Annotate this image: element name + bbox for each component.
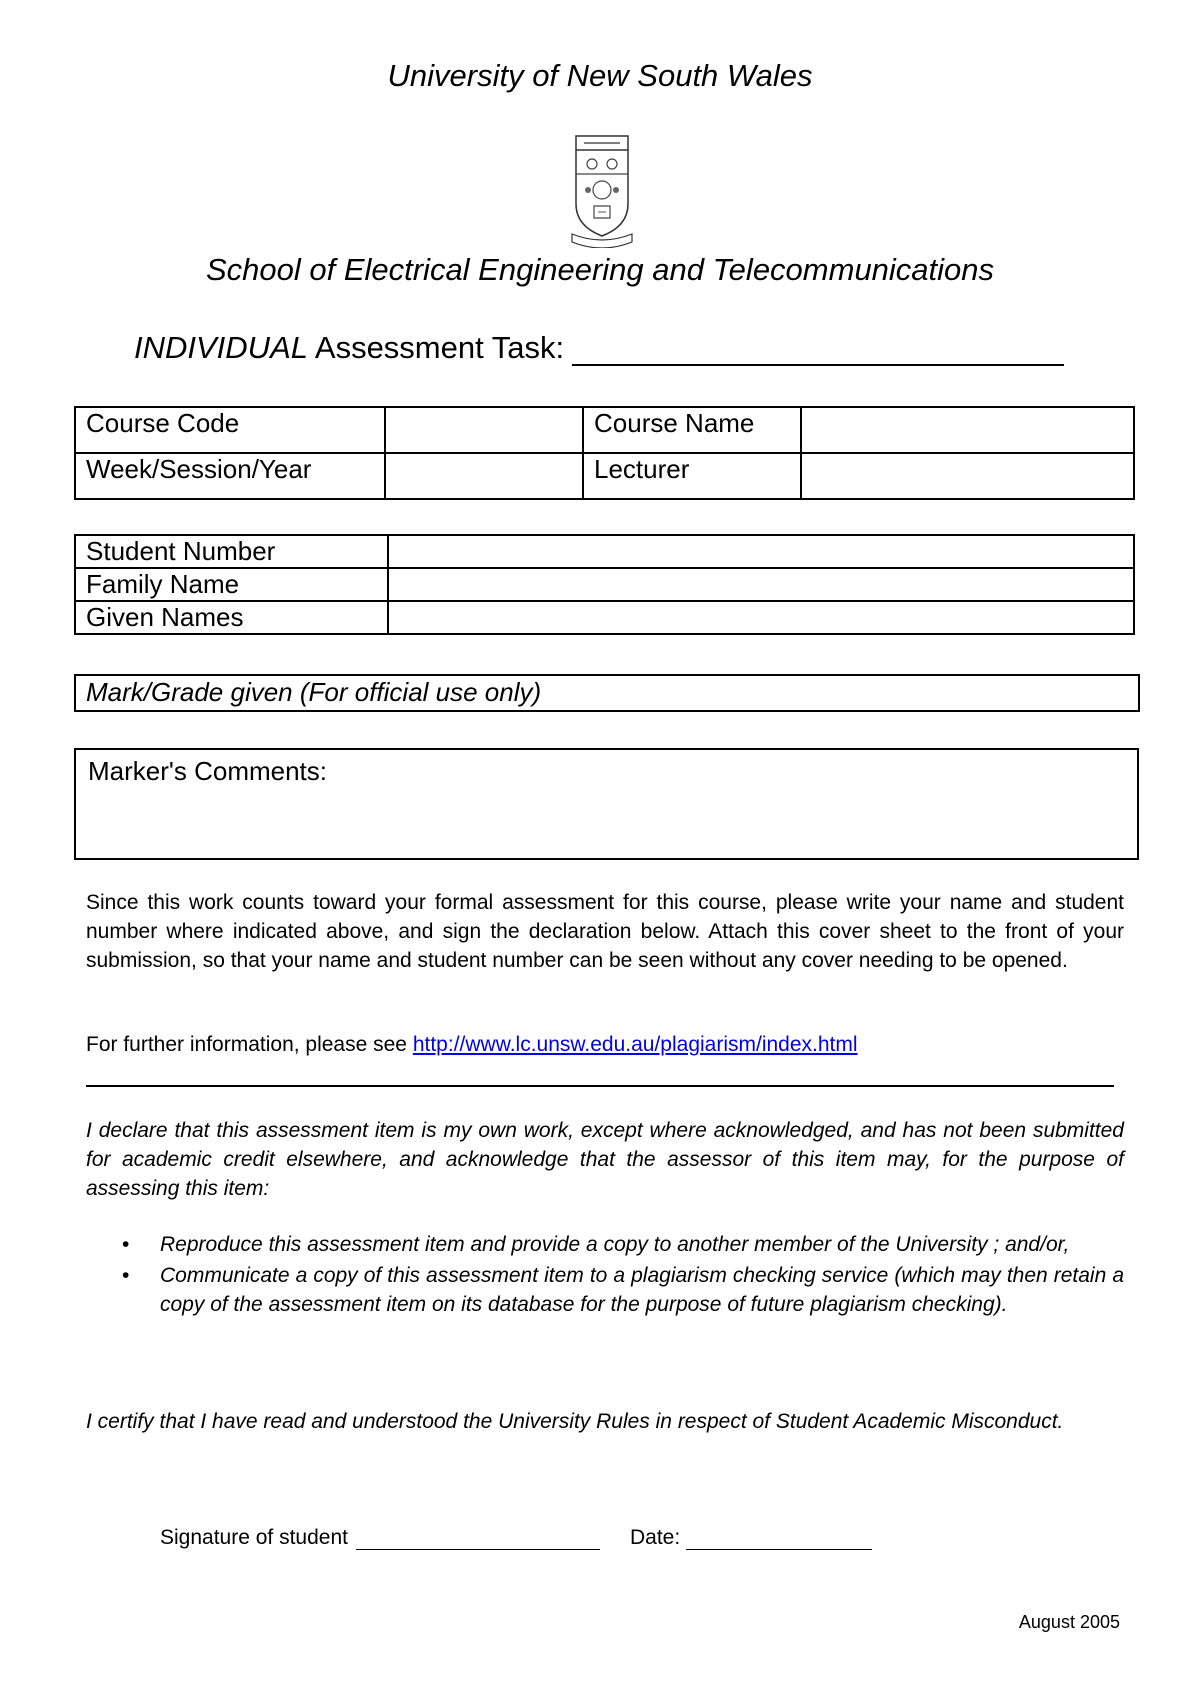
instructions-paragraph: Since this work counts toward your formal assessment for this course, please write your name and student number where indicated above, and sign the declaration below. Attach this cover sheet to the front of your submission, so that your name and student number can be seen without any cover needing to be opened.	[86, 891, 1124, 972]
plagiarism-link[interactable]: http://www.lc.unsw.edu.au/plagiarism/index.html	[412, 1033, 858, 1056]
week-session-year-field[interactable]	[385, 453, 583, 499]
student-details-table	[74, 534, 1135, 635]
table-row	[75, 407, 1134, 453]
task-individual-label: INDIVIDUAL	[134, 330, 308, 365]
list-item	[86, 1261, 1124, 1319]
date-label: Date:	[629, 1526, 681, 1549]
student-number-label: Student Number	[75, 535, 388, 568]
lecturer-label: Lecturer	[583, 453, 801, 499]
university-crest-icon	[570, 134, 634, 248]
certify-paragraph: I certify that I have read and understood the University Rules in respect of Student Academic Misconduct.	[86, 1410, 1064, 1433]
course-name-label: Course Name	[583, 407, 801, 453]
university-title: University of New South Wales	[387, 58, 813, 93]
bullet-icon: •	[122, 1233, 130, 1256]
task-label: Assessment Task:	[307, 330, 565, 365]
course-code-field[interactable]	[385, 407, 583, 453]
course-code-label: Course Code	[75, 407, 385, 453]
table-row	[75, 601, 1134, 634]
given-names-label: Given Names	[75, 601, 388, 634]
course-name-field[interactable]	[801, 407, 1134, 453]
signature-line	[160, 1526, 872, 1550]
declaration-bullets	[86, 1230, 1124, 1321]
declaration-paragraph: I declare that this assessment item is my own work, except where acknowledged, and has not been submitted for academic credit elsewhere, and acknowledge that the assessor of this item may, for the purpose of assessing this item:	[86, 1119, 1124, 1200]
list-item	[86, 1230, 1124, 1259]
mark-grade-box: Mark/Grade given (For official use only)	[74, 674, 1140, 712]
table-row	[75, 568, 1134, 601]
table-row	[75, 535, 1134, 568]
lecturer-field[interactable]	[801, 453, 1134, 499]
signature-field[interactable]	[356, 1527, 600, 1550]
assessment-task-line	[134, 330, 1064, 366]
bullet-icon: •	[122, 1264, 130, 1287]
school-title: School of Electrical Engineering and Telecommunications	[205, 252, 995, 287]
footer-date: August 2005	[1018, 1612, 1120, 1632]
further-info-text: For further information, please see	[86, 1033, 413, 1056]
markers-comments-label: Marker's Comments:	[88, 756, 328, 786]
given-names-field[interactable]	[388, 601, 1134, 634]
family-name-field[interactable]	[388, 568, 1134, 601]
family-name-label: Family Name	[75, 568, 388, 601]
signature-label: Signature of student	[160, 1526, 348, 1549]
further-info-paragraph	[86, 1030, 1124, 1059]
course-details-table	[74, 406, 1135, 500]
bullet-text: Communicate a copy of this assessment item to a plagiarism checking service (which may then retain a copy of the assessment item on its database for the purpose of future plagiarism checking).	[160, 1264, 1124, 1316]
bullet-text: Reproduce this assessment item and provide a copy to another member of the University ; and/or,	[160, 1233, 1070, 1256]
divider	[86, 1085, 1114, 1087]
task-name-field[interactable]	[572, 332, 1064, 366]
date-field[interactable]	[686, 1527, 872, 1550]
table-row	[75, 453, 1134, 499]
student-number-field[interactable]	[388, 535, 1134, 568]
week-session-year-label: Week/Session/Year	[75, 453, 385, 499]
markers-comments-box	[74, 748, 1139, 860]
